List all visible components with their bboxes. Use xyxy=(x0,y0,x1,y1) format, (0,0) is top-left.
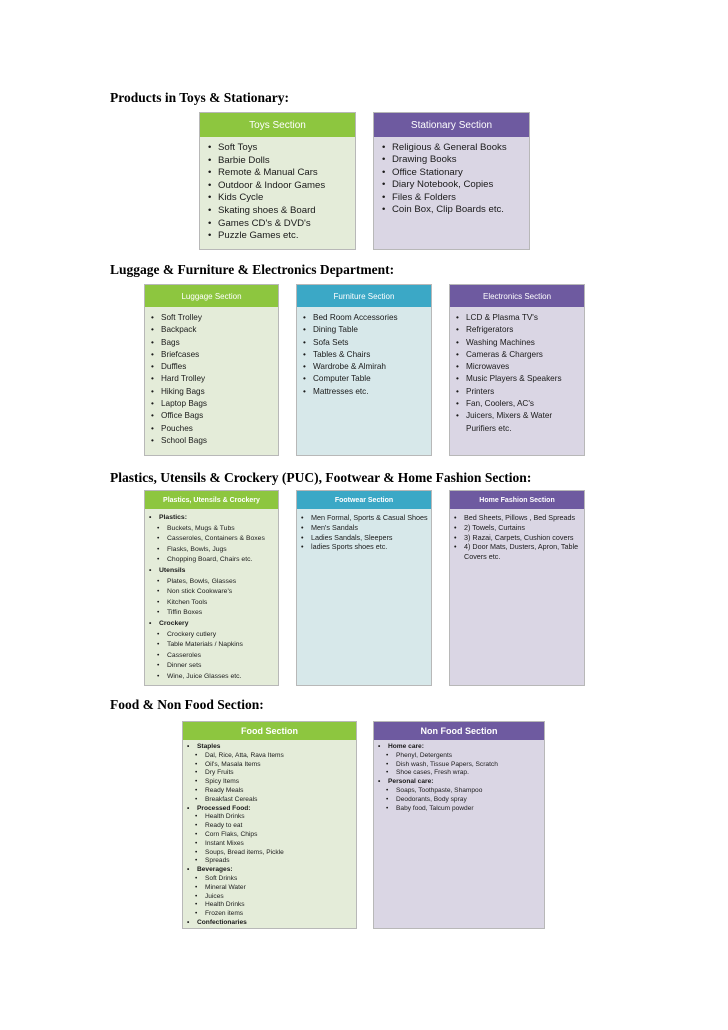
list-item: • Oil's, Masala Items xyxy=(205,761,353,770)
list-item: • Spicy Items xyxy=(205,778,353,787)
list-item: • Bags xyxy=(161,337,274,349)
list-item: • Baby food, Talcum powder xyxy=(396,805,541,814)
list-item: • Dry Fruits xyxy=(205,769,353,778)
list-item: • Ready to eat xyxy=(205,822,353,831)
list-item: • Spreads xyxy=(205,857,353,866)
list-item: • Juicers, Mixers & Water Purifiers etc. xyxy=(466,410,580,435)
list-item: • Corn Flaks, Chips xyxy=(205,831,353,840)
list-item: • 2) Towels, Curtains xyxy=(464,523,581,533)
homefashion-section-title: Home Fashion Section xyxy=(450,491,584,509)
furniture-section-title: Furniture Section xyxy=(297,285,431,307)
list-item: • Confectionaries xyxy=(197,919,353,928)
list-item: • Home care: xyxy=(388,743,541,752)
list-item: • 4) Door Mats, Dusters, Apron, Table Covers etc. xyxy=(464,542,581,562)
list-item: • Soft Trolley xyxy=(161,312,274,324)
list-item: • Fan, Coolers, AC's xyxy=(466,398,580,410)
stationary-section-list xyxy=(374,137,529,216)
list-item: • Mattresses etc. xyxy=(313,386,427,398)
list-item: • Soaps, Toothpaste, Shampoo xyxy=(396,787,541,796)
list-item: • Juices xyxy=(205,893,353,902)
luggage-section-card xyxy=(144,284,279,456)
list-item: • Sofa Sets xyxy=(313,337,427,349)
list-item: • Beverages: xyxy=(197,866,353,875)
list-item: • Utensils xyxy=(159,566,275,577)
list-item: • Soft Drinks xyxy=(205,875,353,884)
list-item: • Crockery cutlery xyxy=(167,630,275,641)
list-item: • Breakfast Cereals xyxy=(205,796,353,805)
luggage-section-title: Luggage Section xyxy=(145,285,278,307)
toys-section-title: Toys Section xyxy=(200,113,355,137)
list-item: • Kitchen Tools xyxy=(167,598,275,609)
heading-puc-footwear-homefashion: Plastics, Utensils & Crockery (PUC), Footwear & Home Fashion Section: xyxy=(110,470,532,485)
list-item: • Dish wash, Tissue Papers, Scratch xyxy=(396,761,541,770)
list-item: • Drawing Books xyxy=(392,154,525,166)
electronics-section-title: Electronics Section xyxy=(450,285,584,307)
food-section-card xyxy=(182,721,357,929)
list-item: • Kids Cycle xyxy=(218,192,351,205)
list-item: • Non stick Cookware's xyxy=(167,587,275,598)
list-item: • Tables & Chairs xyxy=(313,349,427,361)
list-item: • Outdoor & Indoor Games xyxy=(218,180,351,193)
list-item: • Duffles xyxy=(161,361,274,373)
list-item: • Shoe cases, Fresh wrap. xyxy=(396,769,541,778)
list-item: • Washing Machines xyxy=(466,337,580,349)
footwear-section-card xyxy=(296,490,432,686)
list-item: • Plates, Bowls, Glasses xyxy=(167,577,275,588)
footwear-section-list xyxy=(297,509,431,552)
list-item: • Cameras & Chargers xyxy=(466,349,580,361)
list-item: • Microwaves xyxy=(466,361,580,373)
heading-toys-stationary: Products in Toys & Stationary: xyxy=(110,90,290,105)
luggage-section-list xyxy=(145,307,278,447)
list-item: • Barbie Dolls xyxy=(218,155,351,168)
list-item: • Plastics: xyxy=(159,513,275,524)
list-item: • Printers xyxy=(466,386,580,398)
list-item: • Skating shoes & Board xyxy=(218,205,351,218)
list-item: • Chopping Board, Chairs etc. xyxy=(167,555,275,566)
list-item: • Wardrobe & Almirah xyxy=(313,361,427,373)
list-item: • Dining Table xyxy=(313,324,427,336)
list-item: • Dinner sets xyxy=(167,661,275,672)
list-item: • LCD & Plasma TV's xyxy=(466,312,580,324)
plastics-section-list xyxy=(145,509,278,683)
list-item: • Music Players & Speakers xyxy=(466,373,580,385)
list-item: • Pouches xyxy=(161,423,274,435)
heading-luggage-furniture-electronics: Luggage & Furniture & Electronics Department: xyxy=(110,262,395,277)
list-item: • Mineral Water xyxy=(205,884,353,893)
list-item: • 3) Razai, Carpets, Cushion covers xyxy=(464,533,581,543)
list-item: • Remote & Manual Cars xyxy=(218,167,351,180)
list-item: • Puzzle Games etc. xyxy=(218,230,351,243)
list-item: • Tiffin Boxes xyxy=(167,608,275,619)
list-item: • Office Bags xyxy=(161,410,274,422)
list-item: • Processed Food: xyxy=(197,805,353,814)
list-item: • ladies Sports shoes etc. xyxy=(311,542,428,552)
list-item: • Briefcases xyxy=(161,349,274,361)
list-item: • Ladies Sandals, Sleepers xyxy=(311,533,428,543)
list-item: • Games CD's & DVD's xyxy=(218,218,351,231)
list-item: • Coin Box, Clip Boards etc. xyxy=(392,204,525,216)
list-item: • Soups, Bread items, Pickle xyxy=(205,849,353,858)
toys-section-list xyxy=(200,137,355,243)
list-item: • Crockery xyxy=(159,619,275,630)
footwear-section-title: Footwear Section xyxy=(297,491,431,509)
nonfood-section-card xyxy=(373,721,545,929)
list-item: • Bed Room Accessories xyxy=(313,312,427,324)
list-item: • School Bags xyxy=(161,435,274,447)
food-section-title: Food Section xyxy=(183,722,356,740)
list-item: • Ready Meals xyxy=(205,787,353,796)
list-item: • Deodorants, Body spray xyxy=(396,796,541,805)
stationary-section-card xyxy=(373,112,530,250)
furniture-section-card xyxy=(296,284,432,456)
list-item: • Buckets, Mugs & Tubs xyxy=(167,524,275,535)
list-item: • Files & Folders xyxy=(392,192,525,204)
list-item: • Religious & General Books xyxy=(392,142,525,154)
list-item: • Personal care: xyxy=(388,778,541,787)
toys-section-card xyxy=(199,112,356,250)
stationary-section-title: Stationary Section xyxy=(374,113,529,137)
list-item: • Instant Mixes xyxy=(205,840,353,849)
electronics-section-card xyxy=(449,284,585,456)
list-item: • Soft Toys xyxy=(218,142,351,155)
list-item: • Men Formal, Sports & Casual Shoes xyxy=(311,513,428,523)
list-item: • Refrigerators xyxy=(466,324,580,336)
list-item: • Bed Sheets, Pillows , Bed Spreads xyxy=(464,513,581,523)
heading-food-nonfood: Food & Non Food Section: xyxy=(110,697,264,712)
list-item: • Hiking Bags xyxy=(161,386,274,398)
list-item: • Men's Sandals xyxy=(311,523,428,533)
list-item: • Wine, Juice Glasses etc. xyxy=(167,672,275,683)
list-item: • Frozen items xyxy=(205,910,353,919)
list-item: • Hard Trolley xyxy=(161,373,274,385)
nonfood-section-list xyxy=(374,740,544,813)
list-item: • Backpack xyxy=(161,324,274,336)
list-item: • Laptop Bags xyxy=(161,398,274,410)
list-item: • Casseroles, Containers & Boxes xyxy=(167,534,275,545)
list-item: • Phenyl, Detergents xyxy=(396,752,541,761)
homefashion-section-list xyxy=(450,509,584,562)
list-item: • Diary Notebook, Copies xyxy=(392,179,525,191)
list-item: • Flasks, Bowls, Jugs xyxy=(167,545,275,556)
list-item: • Table Materials / Napkins xyxy=(167,640,275,651)
list-item: • Staples xyxy=(197,743,353,752)
plastics-section-title: Plastics, Utensils & Crockery xyxy=(145,491,278,509)
homefashion-section-card xyxy=(449,490,585,686)
list-item: • Health Drinks xyxy=(205,813,353,822)
plastics-section-card xyxy=(144,490,279,686)
electronics-section-list xyxy=(450,307,584,435)
list-item: • Office Stationary xyxy=(392,167,525,179)
furniture-section-list xyxy=(297,307,431,398)
nonfood-section-title: Non Food Section xyxy=(374,722,544,740)
food-section-list xyxy=(183,740,356,928)
list-item: • Computer Table xyxy=(313,373,427,385)
list-item: • Dal, Rice, Atta, Rava Items xyxy=(205,752,353,761)
list-item: • Casseroles xyxy=(167,651,275,662)
list-item: • Health Drinks xyxy=(205,901,353,910)
